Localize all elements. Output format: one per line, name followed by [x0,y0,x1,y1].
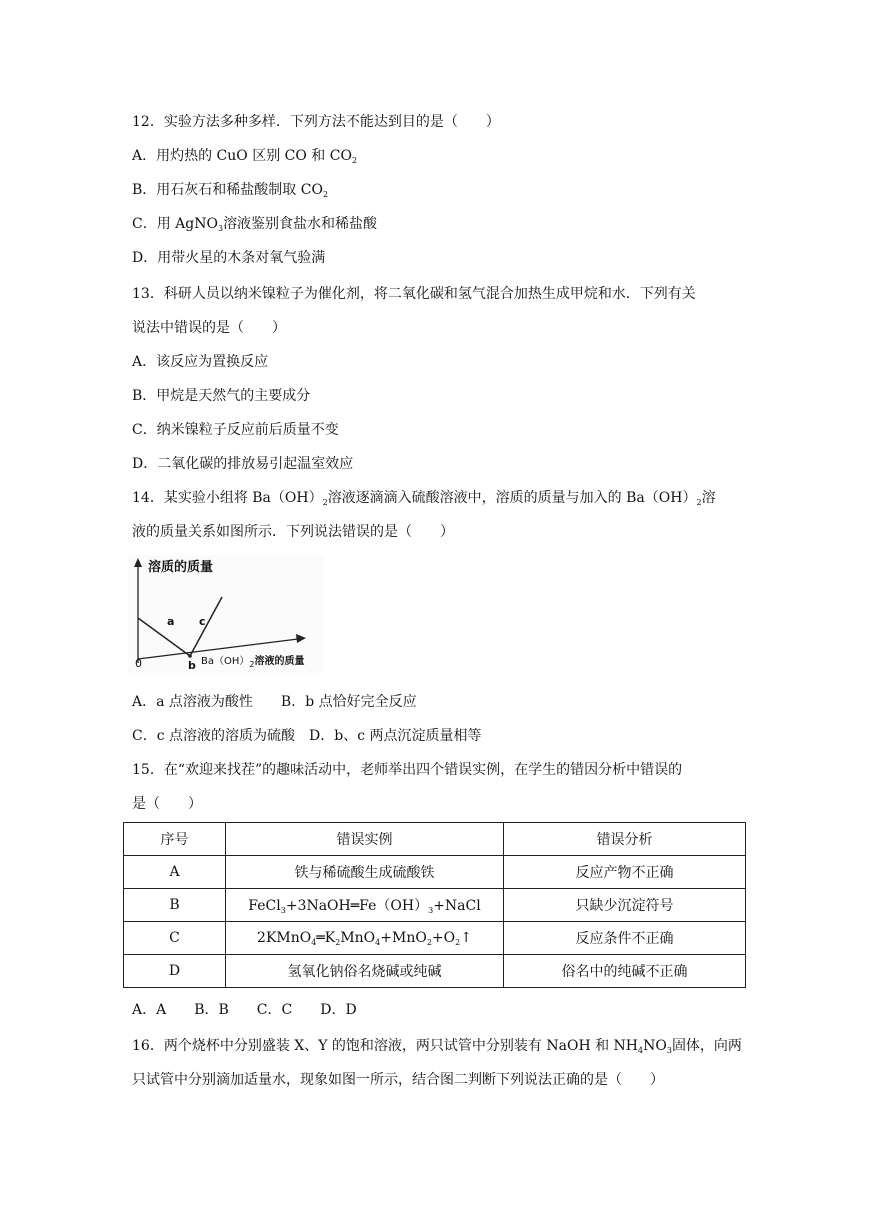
row-example: $FeCl_3+3NaOH═Fe(OH)_3+NaCl$ [226,889,504,922]
q13-option-b: B．甲烷是天然气的主要成分 [132,388,311,404]
q15-stem-line1: 15．在“欢迎来找茬”的趣味活动中，老师举出四个错误实例，在学生的错因分析中错误的 [132,762,683,778]
row-id: B [124,889,226,922]
q15-options: A．A B．B C．C D．D [132,1002,357,1018]
q14-options-cd: C．c 点溶液的溶质为硫酸 D．b、c 两点沉淀质量相等 [132,728,482,744]
graph-point-b-label: b [188,659,196,672]
table-row [124,922,746,955]
q13-stem-line1: 13．科研人员以纳米镍粒子为催化剂，将二氧化碳和氢气混合加热生成甲烷和水．下列有关 [132,286,696,302]
table-header-row [124,823,746,856]
row-analysis: 反应产物不正确 [504,856,746,889]
graph-y-axis-arrow [134,558,142,567]
graph-point-a-label: a [167,615,175,628]
row-analysis: 俗名中的纯碱不正确 [504,955,746,988]
graph-curve [138,597,222,656]
q12-option-a: A．用灼热的 CuO 区别 CO 和 $CO_2$ [132,148,358,165]
graph-point-b [188,654,192,658]
header-number: 序号 [124,823,226,856]
solute-mass-graph [128,555,324,673]
graph-point-c-label: c [199,615,206,628]
header-analysis: 错误分析 [504,823,746,856]
q13-option-d: D．二氧化碳的排放易引起温室效应 [132,456,354,472]
row-analysis: 只缺少沉淀符号 [504,889,746,922]
header-example: 错误实例 [226,823,504,856]
error-analysis-table [123,822,746,988]
q12-stem: 12．实验方法多种多样．下列方法不能达到目的是（ ） [132,114,500,130]
table-row [124,856,746,889]
graph-x-axis-arrow [296,634,306,643]
graph-ylabel: 溶质的质量 [148,560,214,575]
row-id: D [124,955,226,988]
row-id: A [124,856,226,889]
q13-option-c: C．纳米镍粒子反应前后质量不变 [132,422,339,438]
q14-stem-line1: 14．某实验小组将 $Ba(OH)_2$溶液逐滴滴入硫酸溶液中，溶质的质量与加入的 $Ba(OH)_2$溶 [132,490,716,507]
q13-option-a: A．该反应为置换反应 [132,354,269,370]
row-analysis: 反应条件不正确 [504,922,746,955]
row-example: 氢氧化钠俗名烧碱或纯碱 [226,955,504,988]
graph-origin-label: 0 [135,657,142,670]
q15-stem-line2: 是（ ） [132,796,202,812]
q13-stem-line2: 说法中错误的是（ ） [132,320,286,336]
q16-stem-line2: 只试管中分别滴加适量水，现象如图一所示，结合图二判断下列说法正确的是（ ） [132,1072,664,1088]
q14-options-ab: A．a 点溶液为酸性 B．b 点恰好完全反应 [132,694,417,710]
q12-option-d: D．用带火星的木条对氧气验满 [132,250,326,266]
row-example: 铁与稀硫酸生成硫酸铁 [226,856,504,889]
q12-option-b: B．用石灰石和稀盐酸制取 $CO_2$ [132,182,329,199]
table-row [124,955,746,988]
graph-xlabel: $Ba(OH)_2$溶液的质量 [201,656,305,669]
table-row [124,889,746,922]
q12-option-c: C．用 AgNO$_3$溶液鉴别食盐水和稀盐酸 [132,216,378,233]
q16-stem-line1: 16．两个烧杯中分别盛装 X、Y 的饱和溶液，两只试管中分别装有 NaOH 和 $NH_4NO_3$固体，向两 [132,1038,742,1055]
row-example: $2KMnO_4═K_2MnO_4+MnO_2+O_2↑$ [226,922,504,955]
q14-stem-line2: 液的质量关系如图所示．下列说法错误的是（ ） [132,524,454,540]
row-id: C [124,922,226,955]
